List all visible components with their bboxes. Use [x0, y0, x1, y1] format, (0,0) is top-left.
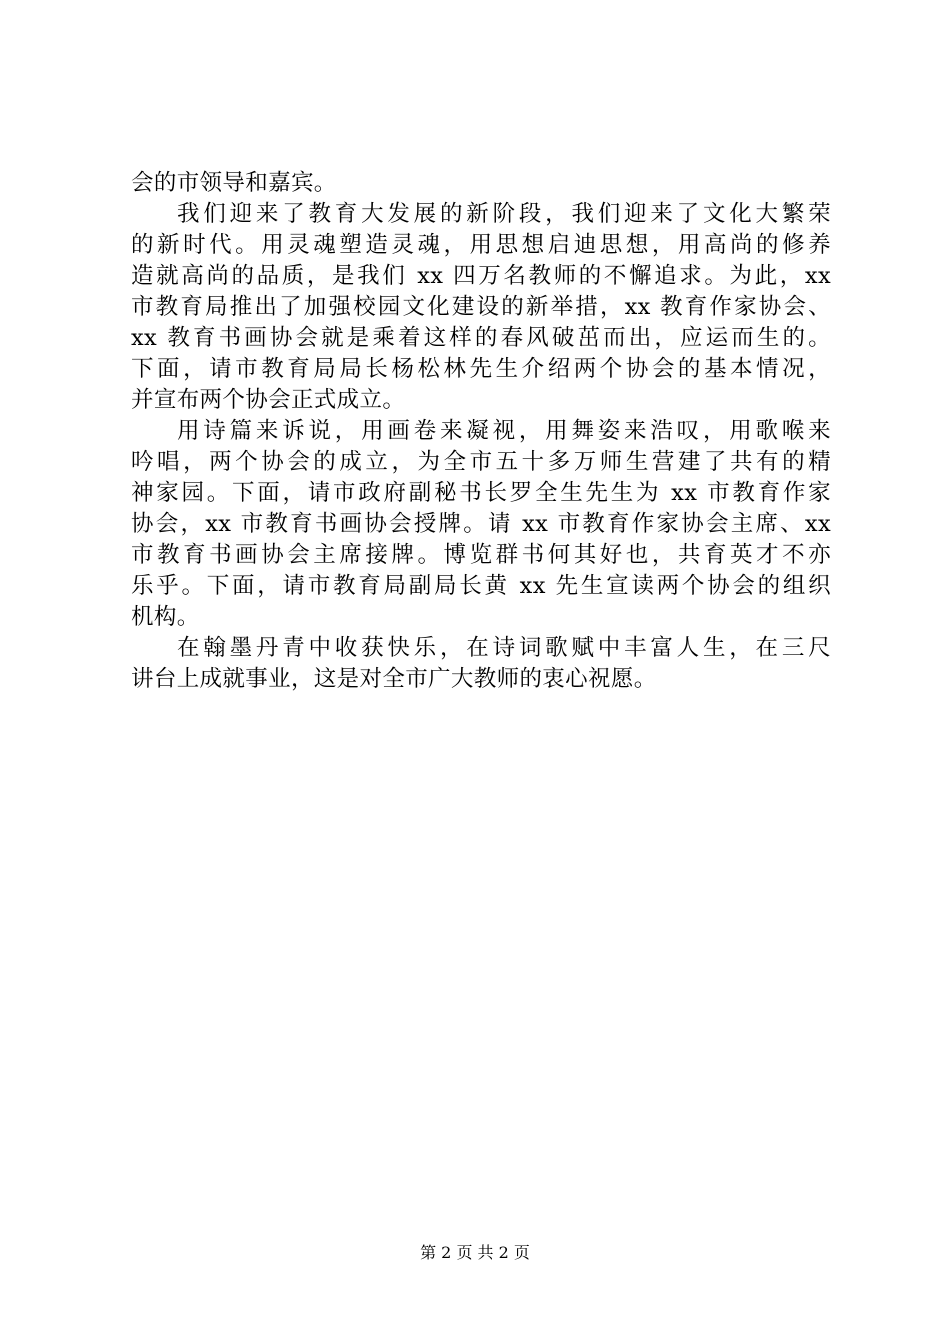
paragraph-line: 会的市领导和嘉宾。: [131, 170, 337, 196]
paragraph-line: xx 教育书画协会就是乘着这样的春风破茁而出，应运而生的。: [131, 325, 831, 351]
paragraph-line: 下面，请市教育局局长杨松林先生介绍两个协会的基本情况，: [131, 356, 831, 382]
paragraph-line: 协会，xx 市教育书画协会授牌。请 xx 市教育作家协会主席、xx: [131, 511, 831, 537]
paragraph-line: 市教育局推出了加强校园文化建设的新举措，xx 教育作家协会、: [131, 294, 831, 320]
paragraph-line: 神家园。下面，请市政府副秘书长罗全生先生为 xx 市教育作家: [131, 480, 831, 506]
paragraph-line: 乐乎。下面，请市教育局副局长黄 xx 先生宣读两个协会的组织: [131, 573, 831, 599]
paragraph-line: 的新时代。用灵魂塑造灵魂，用思想启迪思想，用高尚的修养: [131, 232, 831, 258]
paragraph-line: 我们迎来了教育大发展的新阶段，我们迎来了文化大繁荣: [177, 201, 831, 227]
page-number-footer: 第 2 页 共 2 页: [420, 1243, 530, 1262]
paragraph-line: 并宣布两个协会正式成立。: [131, 387, 406, 413]
paragraph-line: 讲台上成就事业，这是对全市广大教师的衷心祝愿。: [131, 666, 657, 692]
paragraph-line: 造就高尚的品质，是我们 xx 四万名教师的不懈追求。为此，xx: [131, 263, 831, 289]
paragraph-line: 吟唱，两个协会的成立，为全市五十多万师生营建了共有的精: [131, 449, 831, 475]
paragraph-line: 在翰墨丹青中收获快乐，在诗词歌赋中丰富人生，在三尺: [177, 635, 831, 661]
paragraph-line: 机构。: [131, 604, 200, 630]
paragraph-line: 用诗篇来诉说，用画卷来凝视，用舞姿来浩叹，用歌喉来: [177, 418, 831, 444]
document-body: [131, 168, 831, 695]
paragraph-line: 市教育书画协会主席接牌。博览群书何其好也，共育英才不亦: [131, 542, 831, 568]
